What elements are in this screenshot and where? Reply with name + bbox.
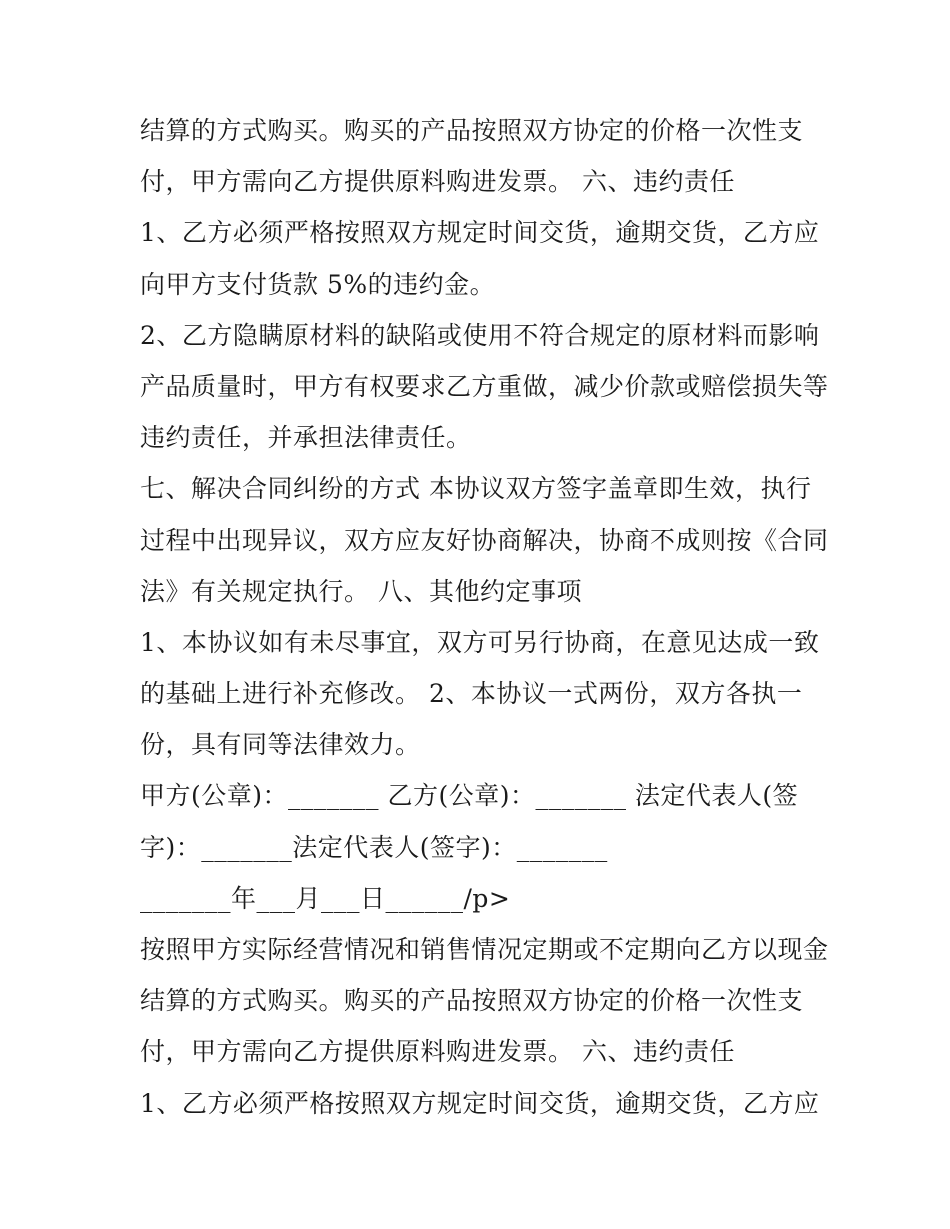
text-line: 结算的方式购买。购买的产品按照双方协定的价格一次性支 bbox=[140, 986, 804, 1016]
text-line: 付，甲方需向乙方提供原料购进发票。 六、违约责任 bbox=[140, 1037, 735, 1067]
text-line: 1、乙方必须严格按照双方规定时间交货，逾期交货，乙方应 bbox=[140, 1088, 820, 1118]
text-line: 付，甲方需向乙方提供原料购进发票。 六、违约责任 bbox=[140, 167, 735, 197]
signature-line: 字)：_______法定代表人(签字)：_______ bbox=[140, 832, 608, 862]
text-line: 按照甲方实际经营情况和销售情况定期或不定期向乙方以现金 bbox=[140, 935, 829, 964]
text-line: 违约责任，并承担法律责任。 bbox=[140, 423, 472, 453]
document-body bbox=[140, 105, 830, 1129]
text-line: 法》有关规定执行。 八、其他约定事项 bbox=[140, 576, 582, 606]
text-line: 份，具有同等法律效力。 bbox=[140, 730, 421, 760]
text-line: 向甲方支付货款 5%的违约金。 bbox=[140, 269, 496, 299]
text-line: 过程中出现异议，双方应友好协商解决，协商不成则按《合同 bbox=[140, 525, 829, 555]
text-line: 1、乙方必须严格按照双方规定时间交货，逾期交货，乙方应 bbox=[140, 218, 820, 248]
text-line: 的基础上进行补充修改。 2、本协议一式两份，双方各执一 bbox=[140, 679, 803, 709]
signature-line: 甲方(公章)：_______ 乙方(公章)：_______ 法定代表人(签 bbox=[140, 781, 799, 811]
text-line: 产品质量时，甲方有权要求乙方重做，减少价款或赔偿损失等 bbox=[140, 371, 829, 401]
date-line: _______年___月___日______/p> bbox=[140, 883, 511, 913]
text-line: 七、解决合同纠纷的方式 本协议双方签字盖章即生效，执行 bbox=[140, 474, 812, 504]
text-line: 2、乙方隐瞒原材料的缺陷或使用不符合规定的原材料而影响 bbox=[140, 320, 820, 350]
text-line: 结算的方式购买。购买的产品按照双方协定的价格一次性支 bbox=[140, 116, 804, 145]
text-line: 1、本协议如有未尽事宜，双方可另行协商，在意见达成一致 bbox=[140, 627, 820, 657]
